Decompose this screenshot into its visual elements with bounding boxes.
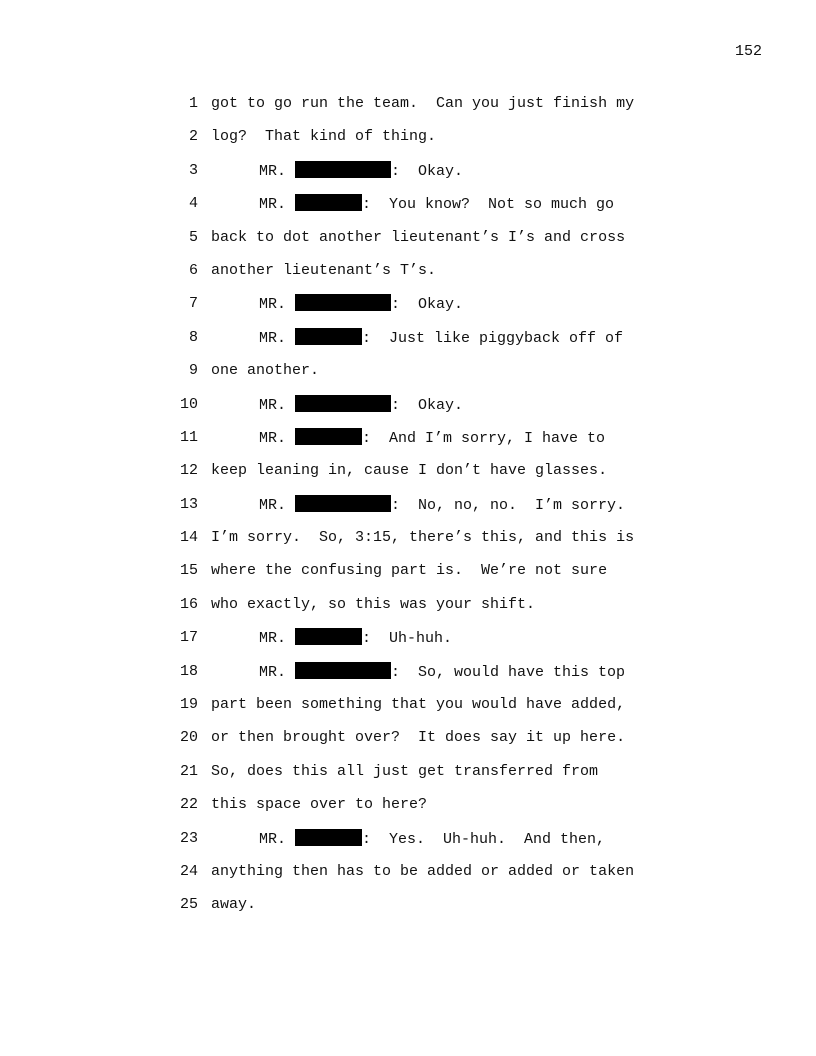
line-number: 12 xyxy=(179,462,198,480)
redaction-box xyxy=(295,662,391,679)
line-text xyxy=(259,328,623,349)
redaction-box xyxy=(295,628,362,645)
line-number: 5 xyxy=(188,228,198,246)
redaction-box xyxy=(295,428,362,445)
redaction-box xyxy=(295,328,362,345)
transcript-line xyxy=(170,795,690,828)
line-number: 10 xyxy=(179,395,198,413)
redaction-box xyxy=(295,194,362,211)
line-number: 6 xyxy=(188,261,198,279)
speaker-prefix: MR. xyxy=(259,196,296,214)
line-text xyxy=(259,428,605,449)
redaction-box xyxy=(295,495,391,512)
transcript-line xyxy=(170,395,690,428)
line-number: 20 xyxy=(179,729,198,747)
transcript-line xyxy=(170,662,690,695)
line-text: or then brought over? It does say it up here. xyxy=(211,729,626,747)
line-number: 22 xyxy=(179,796,198,814)
transcript-line xyxy=(170,895,690,928)
speaker-statement: : Okay. xyxy=(391,396,464,414)
speaker-statement: : Just like piggyback off of xyxy=(362,329,624,347)
redaction-box xyxy=(295,829,362,846)
line-text: anything then has to be added or added or taken xyxy=(211,862,635,880)
speaker-prefix: MR. xyxy=(259,663,296,681)
line-number: 13 xyxy=(179,495,198,513)
speaker-statement: : You know? Not so much go xyxy=(362,196,615,214)
line-text: this space over to here? xyxy=(211,796,428,814)
line-number: 15 xyxy=(179,562,198,580)
line-number: 24 xyxy=(179,862,198,880)
line-text xyxy=(259,628,452,649)
line-number: 1 xyxy=(188,95,198,112)
speaker-prefix: MR. xyxy=(259,630,296,648)
redaction-box xyxy=(295,161,391,178)
transcript-line xyxy=(170,228,690,261)
transcript-line xyxy=(170,762,690,795)
speaker-statement: : No, no, no. I’m sorry. xyxy=(391,496,626,514)
line-number: 8 xyxy=(188,328,198,346)
line-text xyxy=(259,495,625,516)
line-text: who exactly, so this was your shift. xyxy=(211,595,536,613)
transcript-line xyxy=(170,595,690,628)
redaction-box xyxy=(295,395,391,412)
speaker-prefix: MR. xyxy=(259,162,296,180)
line-text: I’m sorry. So, 3:15, there’s this, and this is xyxy=(211,529,635,547)
transcript-line xyxy=(170,328,690,361)
line-text: one another. xyxy=(211,362,320,380)
line-text: away. xyxy=(211,896,257,914)
transcript-line xyxy=(170,161,690,194)
line-number: 4 xyxy=(188,195,198,213)
speaker-prefix: MR. xyxy=(259,296,296,314)
speaker-statement: : Okay. xyxy=(391,162,464,180)
line-number: 21 xyxy=(179,762,198,780)
speaker-statement: : Okay. xyxy=(391,296,464,314)
line-text: back to dot another lieutenant’s I’s and cross xyxy=(211,228,626,246)
transcript-line xyxy=(170,862,690,895)
line-number: 17 xyxy=(179,629,198,647)
line-number: 25 xyxy=(179,896,198,914)
line-text: got to go run the team. Can you just finish my xyxy=(211,95,635,112)
page-number: 152 xyxy=(734,43,762,60)
speaker-prefix: MR. xyxy=(259,396,296,414)
transcript-line xyxy=(170,194,690,227)
line-text: So, does this all just get transferred from xyxy=(211,762,599,780)
transcript-line xyxy=(170,695,690,728)
line-number: 14 xyxy=(179,529,198,547)
redaction-box xyxy=(295,294,391,311)
line-number: 23 xyxy=(179,829,198,847)
line-number: 2 xyxy=(188,128,198,146)
transcript-line xyxy=(170,361,690,394)
speaker-statement: : So, would have this top xyxy=(391,663,626,681)
line-text: where the confusing part is. We’re not sure xyxy=(211,562,608,580)
line-text: another lieutenant’s T’s. xyxy=(211,261,437,279)
transcript-line xyxy=(170,628,690,661)
transcript-line xyxy=(170,127,690,160)
line-text xyxy=(259,294,463,315)
line-text xyxy=(259,662,625,683)
speaker-statement: : And I’m sorry, I have to xyxy=(362,429,606,447)
speaker-prefix: MR. xyxy=(259,329,296,347)
speaker-prefix: MR. xyxy=(259,429,296,447)
speaker-statement: : Uh-huh. xyxy=(362,630,453,648)
line-number: 7 xyxy=(188,295,198,313)
line-text xyxy=(259,829,605,850)
line-text xyxy=(259,161,463,182)
line-text: log? That kind of thing. xyxy=(211,128,437,146)
transcript-line xyxy=(170,728,690,761)
line-number: 18 xyxy=(179,662,198,680)
line-number: 3 xyxy=(188,161,198,179)
line-number: 9 xyxy=(188,362,198,380)
line-text: part been something that you would have added, xyxy=(211,696,626,714)
line-text xyxy=(259,194,614,215)
transcript-line xyxy=(170,428,690,461)
transcript-line xyxy=(170,294,690,327)
line-number: 16 xyxy=(179,595,198,613)
line-number: 19 xyxy=(179,696,198,714)
line-number: 11 xyxy=(179,428,198,446)
transcript-line xyxy=(170,461,690,494)
transcript-line xyxy=(170,561,690,594)
transcript-line xyxy=(170,94,690,127)
speaker-prefix: MR. xyxy=(259,496,296,514)
transcript-line xyxy=(170,261,690,294)
transcript-line xyxy=(170,829,690,862)
transcript-line xyxy=(170,495,690,528)
line-text xyxy=(259,395,463,416)
line-text: keep leaning in, cause I don’t have glasses. xyxy=(211,462,608,480)
speaker-prefix: MR. xyxy=(259,830,296,848)
speaker-statement: : Yes. Uh-huh. And then, xyxy=(362,830,606,848)
transcript-body xyxy=(170,94,690,929)
transcript-line xyxy=(170,528,690,561)
